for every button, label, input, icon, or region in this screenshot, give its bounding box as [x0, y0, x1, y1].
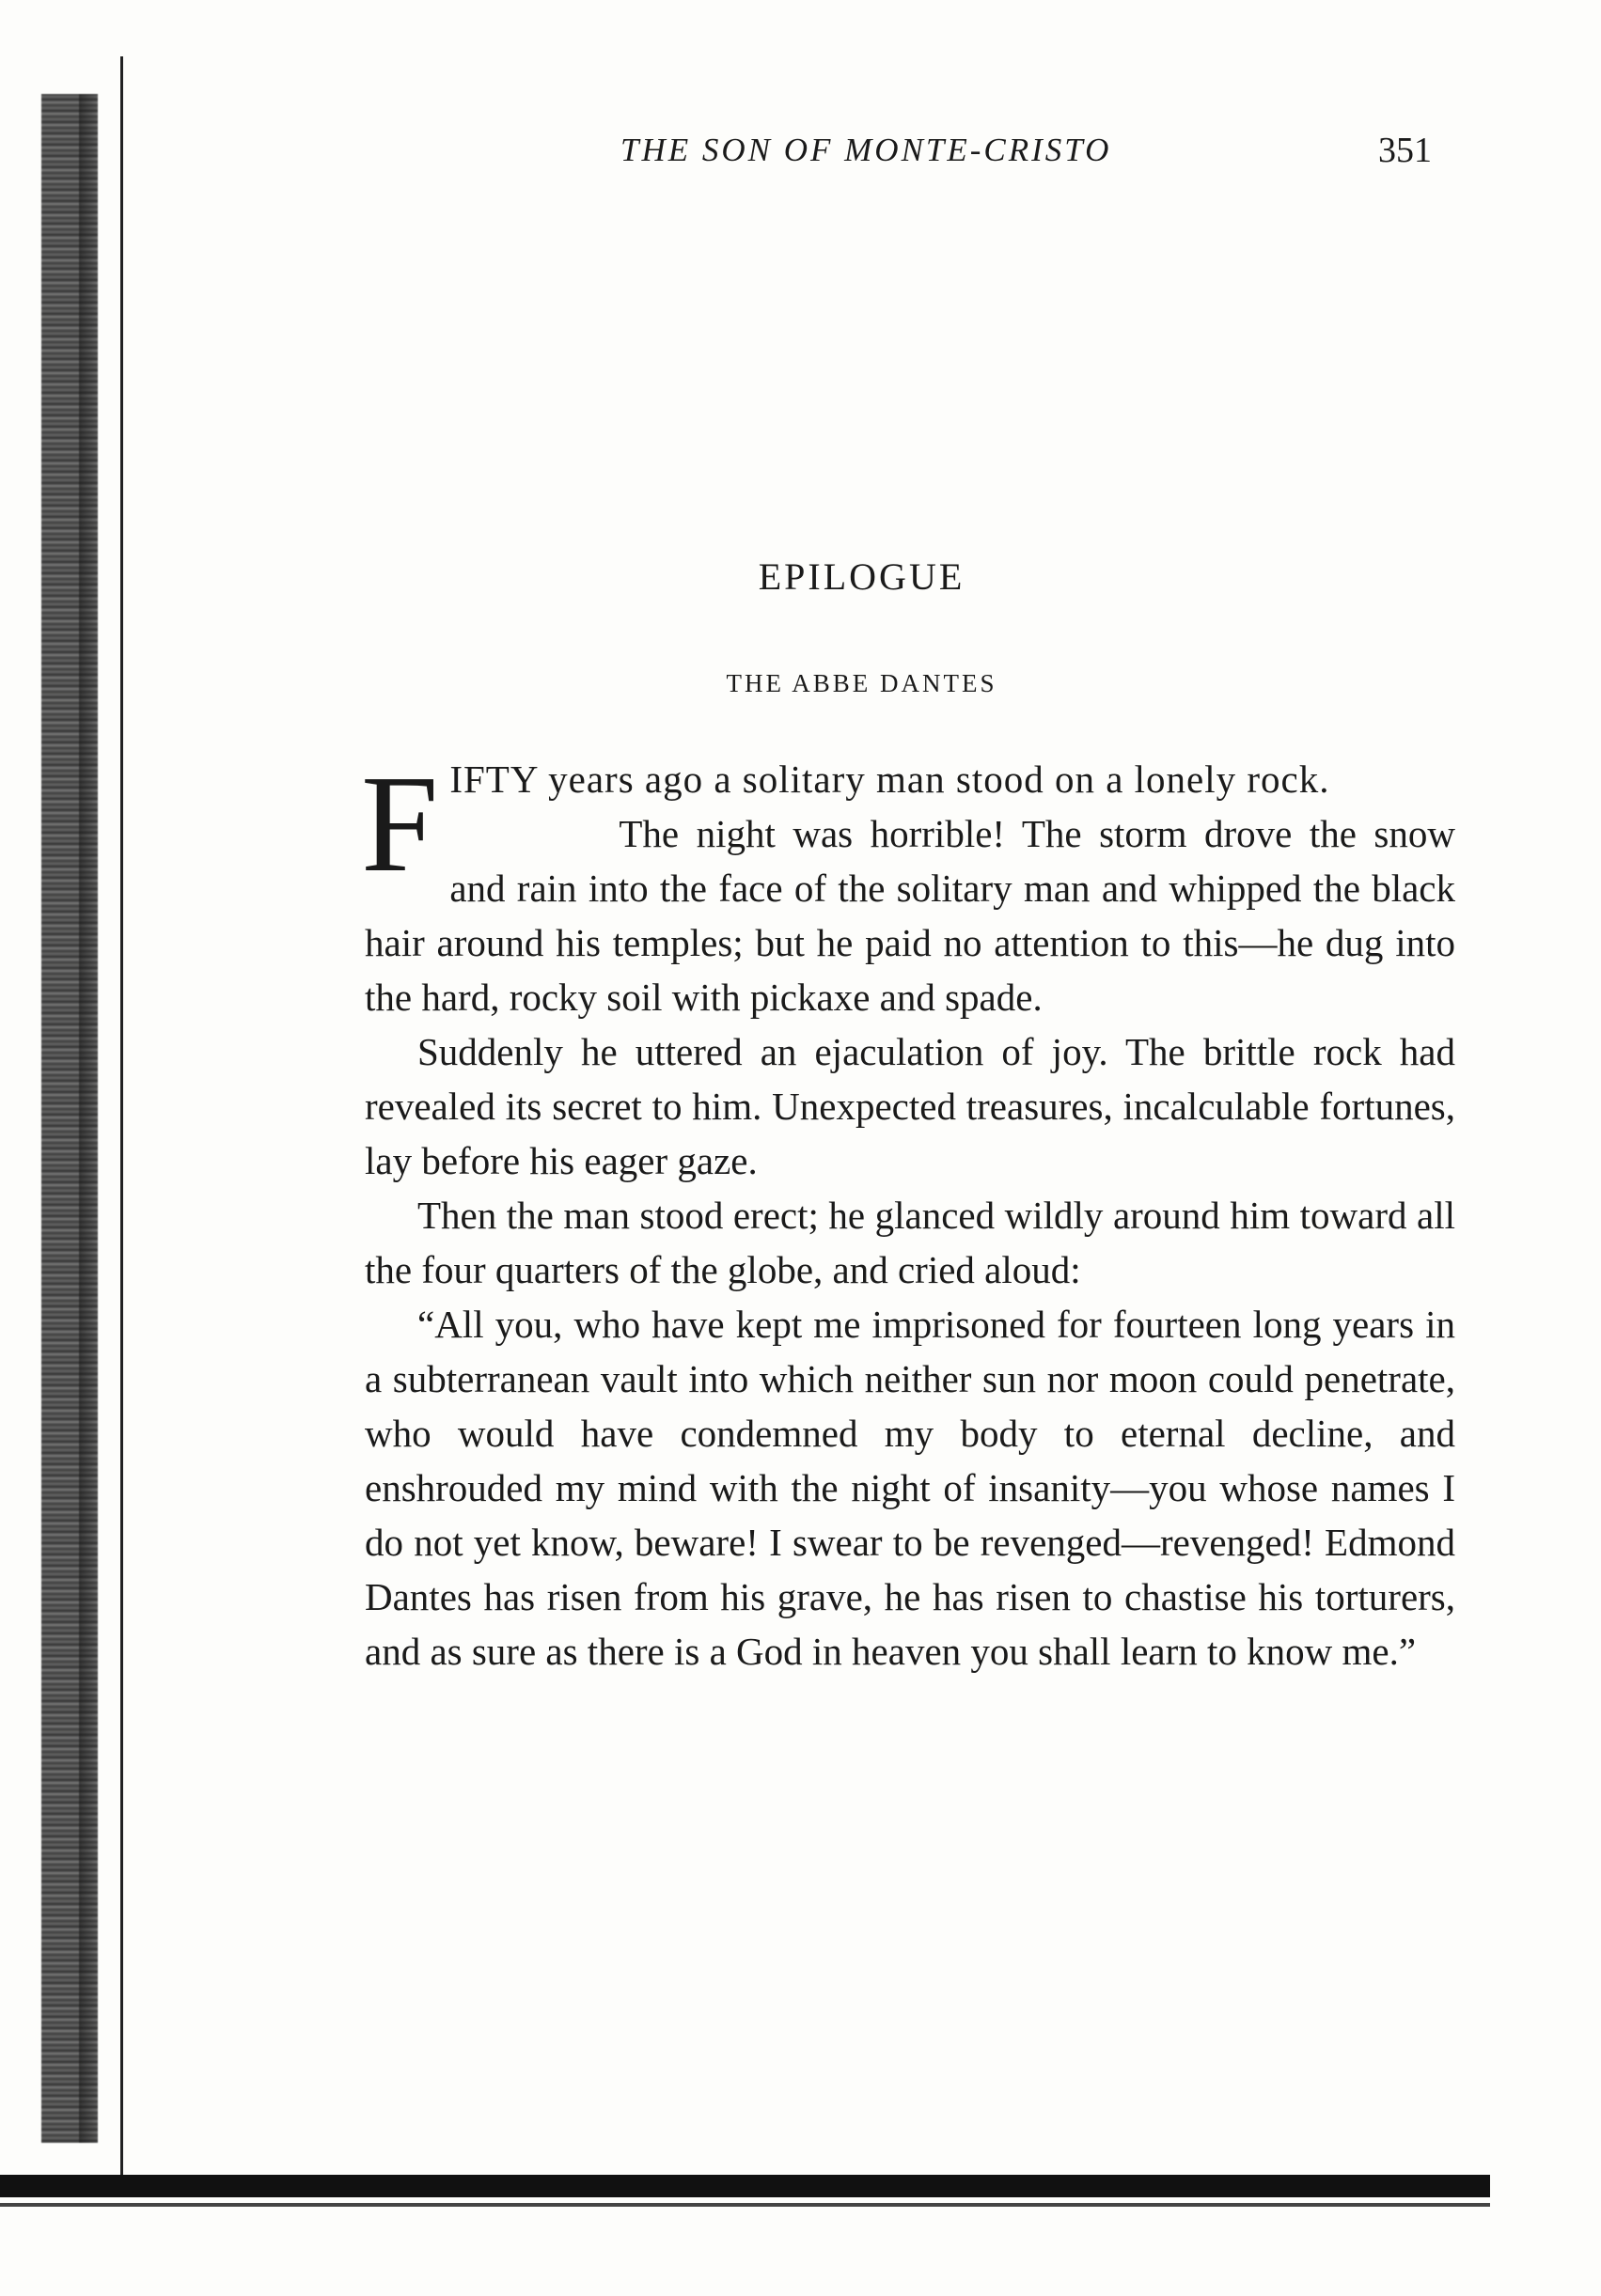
- paragraph-erect-text: Then the man stood erect; he glanced wildly around him toward all the four quarters of the globe, and cried aloud:: [365, 1194, 1455, 1291]
- drop-cap: F: [361, 747, 439, 901]
- body-text: [361, 747, 1455, 1679]
- opening-paragraph: [361, 747, 1455, 901]
- scan-bottom-edge: [0, 2175, 1490, 2197]
- paragraph-erect: [365, 1188, 1455, 1297]
- paragraph-treasure: [365, 1024, 1455, 1188]
- scan-bottom-edge-thin: [0, 2203, 1490, 2207]
- chapter-subtitle: THE ABBE DANTES: [726, 669, 997, 697]
- opening-text: years ago a solitary man stood on a lonely rock.: [537, 758, 1330, 801]
- paragraph-vow: [365, 1297, 1455, 1679]
- opening-caps: IFTY: [449, 758, 538, 801]
- scanned-binding-edge: [41, 94, 98, 2143]
- chapter-title: EPILOGUE: [758, 555, 965, 598]
- paragraph-night: [365, 806, 1455, 1024]
- page-number: 351: [1378, 131, 1432, 170]
- paragraph-night-text: The night was horrible! The storm drove the snow and rain into the face of the solitary man and whipped the black hair around his temples; but he paid no attention to this—he dug into the hard, rocky soil with pickaxe and spade.: [365, 812, 1455, 1019]
- paragraph-vow-text: “All you, who have kept me imprisoned for fourteen long years in a subterranean vault into which neither sun nor moon could penetrate, who would have condemned my body to eternal decline, and enshrouded my mind with the night of insanity—you whose names I do not yet know, beware! I swear to be revenged—revenged! Edmond Dantes has risen from his grave, he has risen to chastise his torturers, and as sure as there is a God in heaven you shall learn to know me.”: [365, 1303, 1455, 1673]
- paragraph-treasure-text: Suddenly he uttered an ejaculation of joy. The brittle rock had revealed its secret to him. Unexpected treasures, incalculable fortunes, lay before his eager gaze.: [365, 1030, 1455, 1182]
- margin-rule: [120, 56, 123, 2180]
- running-title: THE SON OF MONTE-CRISTO: [620, 132, 1112, 168]
